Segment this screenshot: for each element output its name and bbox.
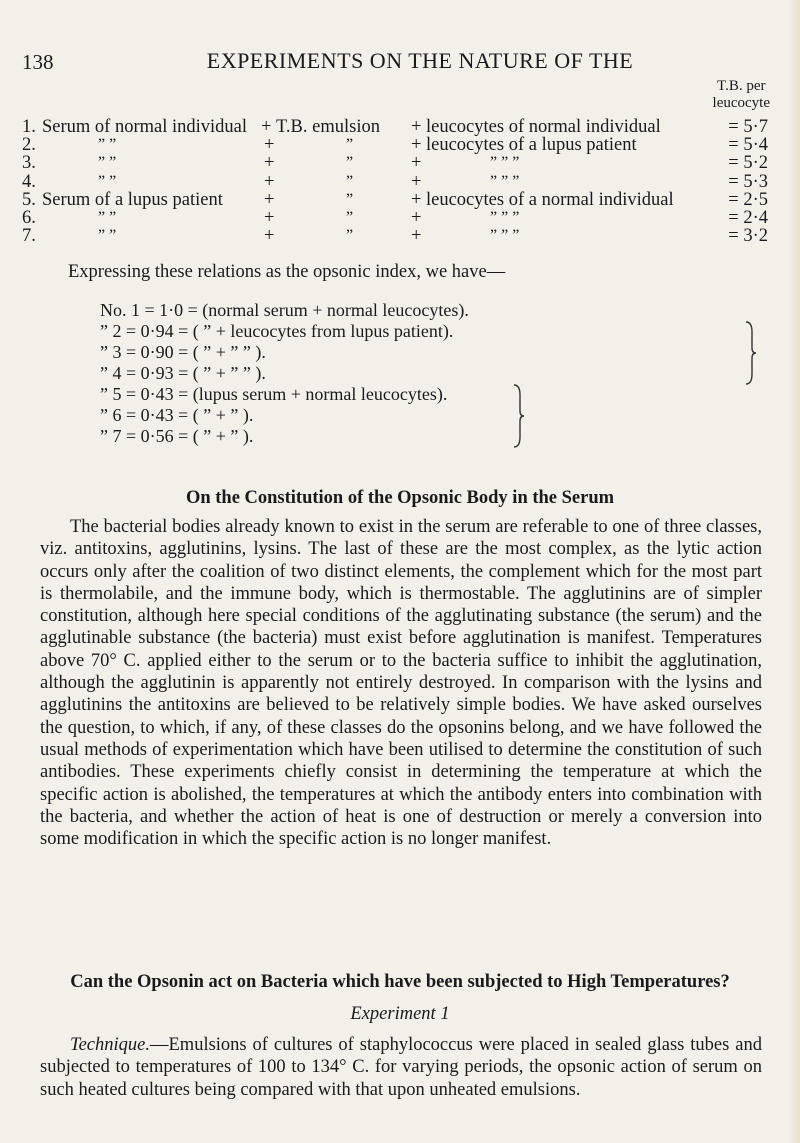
row-plus: + bbox=[411, 190, 422, 210]
brace-lupus-leucocytes bbox=[744, 320, 758, 386]
row-plus: + bbox=[411, 117, 422, 137]
row-value: = 5·3 bbox=[728, 172, 768, 192]
row-serum: ” ” bbox=[98, 209, 117, 226]
row-leucocytes: ” ” ” bbox=[490, 209, 520, 226]
row-serum: ” ” bbox=[98, 136, 117, 153]
tb-header-line1: T.B. per bbox=[717, 78, 766, 94]
section-heading-constitution: On the Constitution of the Opsonic Body in the Serum bbox=[185, 488, 615, 508]
table-row bbox=[0, 226, 800, 246]
brace-lupus-serum bbox=[512, 383, 526, 449]
row-emulsion: ” bbox=[346, 173, 354, 190]
row-plus: + bbox=[261, 117, 272, 137]
list-item: ” 3 = 0·90 = ( ” + ” ” ). bbox=[100, 342, 266, 362]
row-plus: + bbox=[411, 208, 422, 228]
row-plus: + bbox=[264, 153, 275, 173]
row-leucocytes: leucocytes of normal individual bbox=[426, 117, 661, 137]
row-value: = 5·2 bbox=[728, 153, 768, 173]
table-row bbox=[0, 153, 800, 173]
tb-header-line2: leucocyte bbox=[712, 95, 770, 111]
row-serum: Serum of normal individual bbox=[42, 117, 248, 137]
opsonic-intro: Expressing these relations as the opsonic index, we have— bbox=[68, 262, 506, 282]
technique-body: —Emulsions of cultures of staphylococcus were placed in sealed glass tubes and subjected to temperatures of 100 to 134° C. for varying periods, the opsonic action of serum on such heated cultures being compared with that upon unheated emulsions. bbox=[40, 1035, 762, 1100]
row-value: = 5·7 bbox=[728, 117, 768, 137]
row-emulsion: ” bbox=[346, 136, 354, 153]
table-row bbox=[0, 117, 800, 137]
row-plus: + bbox=[411, 153, 422, 173]
row-plus: + bbox=[411, 135, 422, 155]
section-heading-high-temperatures: Can the Opsonin act on Bacteria which have been subjected to High Temperatures? bbox=[70, 972, 730, 992]
row-number: 3. bbox=[22, 153, 36, 173]
table-row bbox=[0, 172, 800, 192]
table-row bbox=[0, 208, 800, 228]
row-emulsion: ” bbox=[346, 209, 354, 226]
list-item: ” 2 = 0·94 = ( ” + leucocytes from lupus patient). bbox=[100, 321, 454, 341]
list-item: ” 7 = 0·56 = ( ” + ” ). bbox=[100, 426, 254, 446]
list-item: ” 6 = 0·43 = ( ” + ” ). bbox=[100, 405, 254, 425]
row-emulsion: T.B. emulsion bbox=[276, 117, 380, 137]
row-plus: + bbox=[264, 190, 275, 210]
constitution-paragraph bbox=[40, 516, 762, 850]
page-number: 138 bbox=[22, 50, 54, 74]
row-plus: + bbox=[264, 135, 275, 155]
row-plus: + bbox=[264, 226, 275, 246]
tb-per-leucocyte-header bbox=[713, 78, 770, 112]
row-number: 1. bbox=[22, 117, 36, 137]
row-leucocytes: leucocytes of a lupus patient bbox=[426, 135, 637, 155]
technique-text bbox=[40, 1034, 762, 1101]
row-leucocytes: ” ” ” bbox=[490, 227, 520, 244]
row-emulsion: ” bbox=[346, 227, 354, 244]
row-emulsion: ” bbox=[346, 154, 354, 171]
row-leucocytes: ” ” ” bbox=[490, 173, 520, 190]
technique-paragraph bbox=[40, 1034, 762, 1101]
row-plus: + bbox=[411, 172, 422, 192]
row-number: 2. bbox=[22, 135, 36, 155]
running-head: EXPERIMENTS ON THE NATURE OF THE bbox=[206, 48, 634, 73]
row-plus: + bbox=[264, 208, 275, 228]
table-row bbox=[0, 135, 800, 155]
list-item: No. 1 = 1·0 = (normal serum + normal leucocytes). bbox=[100, 300, 469, 320]
row-plus: + bbox=[264, 172, 275, 192]
row-value: = 2·5 bbox=[728, 190, 768, 210]
row-serum: ” ” bbox=[98, 227, 117, 244]
list-item: ” 4 = 0·93 = ( ” + ” ” ). bbox=[100, 363, 266, 383]
row-leucocytes: ” ” ” bbox=[490, 154, 520, 171]
row-value: = 3·2 bbox=[728, 226, 768, 246]
table-row bbox=[0, 190, 800, 210]
list-item: ” 5 = 0·43 = (lupus serum + normal leucocytes). bbox=[100, 384, 448, 404]
row-serum: ” ” bbox=[98, 173, 117, 190]
row-leucocytes: leucocytes of a normal individual bbox=[426, 190, 674, 210]
row-value: = 2·4 bbox=[728, 208, 768, 228]
technique-label: Technique. bbox=[70, 1035, 150, 1055]
row-number: 4. bbox=[22, 172, 36, 192]
paragraph-text: The bacterial bodies already known to exist in the serum are referable to one of three classes, viz. antitoxins, agglutinins, lysins. The last of these are the most complex, as the lytic action occurs only after the coalition of two distinct elements, the complement which for the most part is thermolabile, and the immune body, which is thermostable. The agglutinins are of simpler constitution, although here special conditions of the agglutinating substance (the serum) and the agglutinable substance (the bacteria) must exist before agglutination is manifest. Temperatures above 70° C. applied either to the serum or to the bacteria suffice to inhibit the agglutination, although the agglutinin is apparently not entirely destroyed. In comparison with the lysins and agglutinins the antitoxins are believed to be relatively simple bodies. We have asked ourselves the question, to which, if any, of these classes do the opsonins belong, and we have followed the usual methods of experimentation which have been utilised to determine the constitution of such antibodies. These experiments chiefly consist in determining the temperature at which the specific action is abolished, the temperatures at which the antibody enters into combination with the bacteria, and whether the action of heat is one of destruction or merely a conversion into some modification in which the specific action is no longer manifest. bbox=[40, 517, 762, 850]
row-serum: ” ” bbox=[98, 154, 117, 171]
row-number: 6. bbox=[22, 208, 36, 228]
row-value: = 5·4 bbox=[728, 135, 768, 155]
row-serum: Serum of a lupus patient bbox=[42, 190, 223, 210]
row-emulsion: ” bbox=[346, 191, 354, 208]
experiment-subheading: Experiment 1 bbox=[350, 1004, 450, 1024]
row-number: 7. bbox=[22, 226, 36, 246]
row-number: 5. bbox=[22, 190, 36, 210]
row-plus: + bbox=[411, 226, 422, 246]
